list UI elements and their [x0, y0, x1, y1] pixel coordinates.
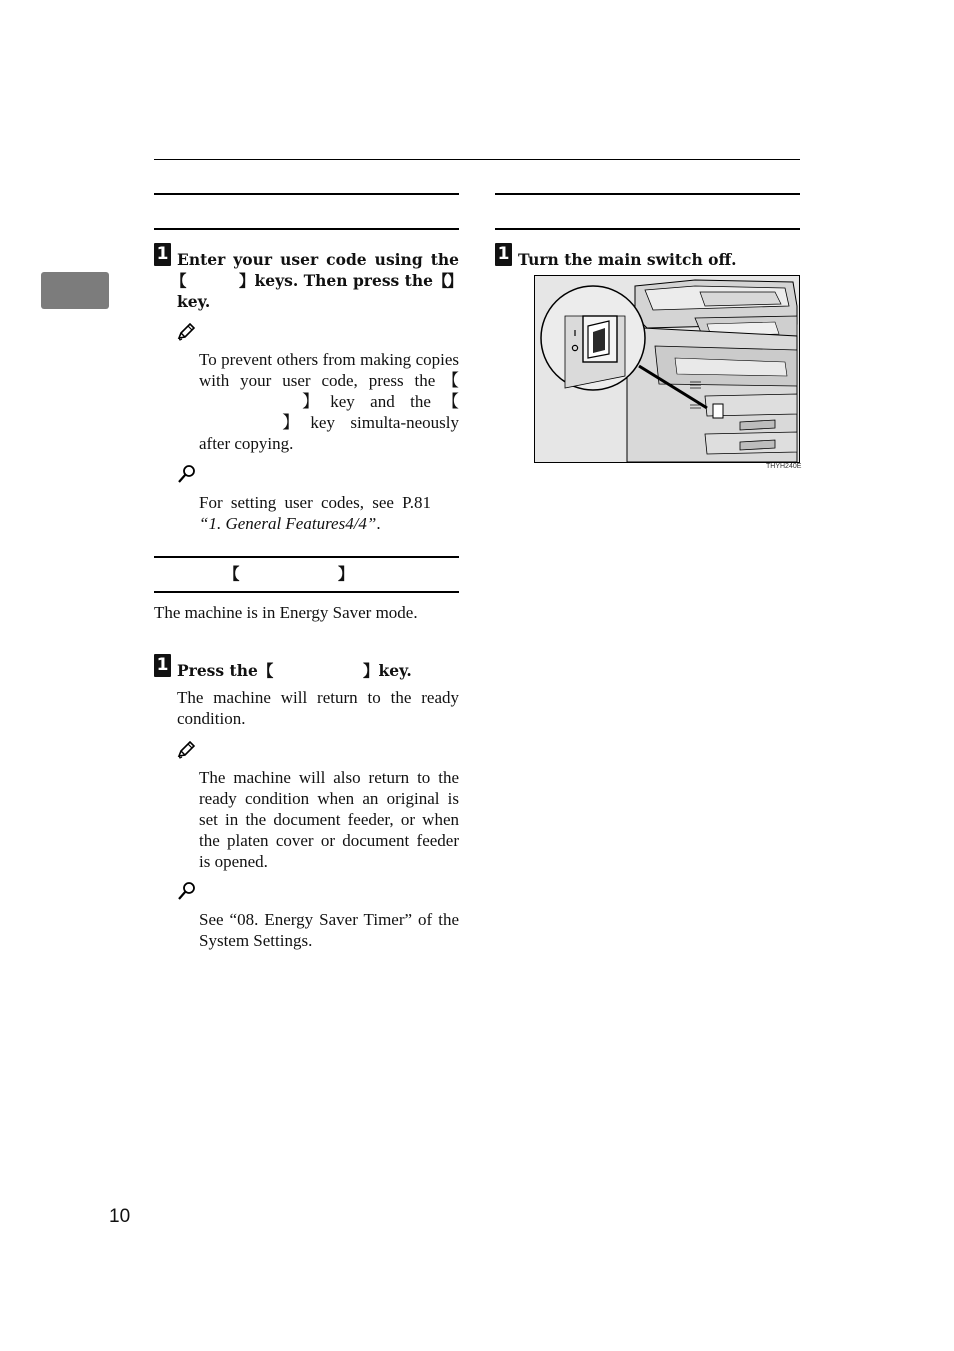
- step-number: 1: [495, 243, 512, 266]
- step-line: key.: [177, 292, 211, 311]
- step-line: Enter your user code using the: [177, 250, 459, 269]
- header-rule: [154, 159, 800, 160]
- step-label-part: Press the【: [177, 661, 274, 680]
- right-section-top-rule: [495, 193, 800, 195]
- section2-bottom-rule: [154, 591, 459, 593]
- pencil-note-icon: [177, 741, 195, 759]
- section2-top-rule: [154, 556, 459, 558]
- key-bracket: 】keys. Then press the【: [239, 271, 449, 290]
- note-text: [199, 349, 459, 454]
- step-label-part: 】key.: [363, 661, 412, 680]
- step-instruction: [177, 660, 459, 681]
- key-bracket: 】: [338, 564, 354, 583]
- copier-drawing: [535, 276, 799, 462]
- main-switch-illustration: [534, 275, 800, 463]
- magnifier-reference-icon: [177, 881, 197, 901]
- right-section-bottom-rule: [495, 228, 800, 230]
- key-bracket: 【: [171, 271, 187, 290]
- page-number: 10: [109, 1206, 131, 1227]
- step-instruction: Turn the main switch off.: [518, 250, 737, 269]
- note-text: The machine will also return to the ready condition when an original is set in the document feeder, or when the platen cover or document feeder is opened.: [199, 768, 459, 871]
- section2-heading: [154, 563, 459, 585]
- note-text-part: 】key and the【: [291, 392, 459, 411]
- magnifier-reference-icon: [177, 464, 197, 484]
- note-text-part: 】key simulta-neously after copying.: [199, 413, 459, 453]
- left-section-bottom-rule: [154, 228, 459, 230]
- step-number: 1: [154, 654, 171, 677]
- reference-text: [199, 492, 431, 534]
- step-result: The machine will return to the ready condition.: [177, 688, 459, 728]
- reference-link[interactable]: “1. General Features4/4”: [199, 514, 377, 533]
- left-section-top-rule: [154, 193, 459, 195]
- step-line: [171, 270, 463, 291]
- note-text-part: To prevent others from making copies with your user code, press the【: [199, 350, 459, 390]
- key-bracket: 】: [447, 271, 463, 290]
- section2-intro: The machine is in Energy Saver mode.: [154, 603, 418, 622]
- figure-code: THYH240E: [766, 463, 802, 470]
- reference-text: See “08. Energy Saver Timer” of the System Settings.: [199, 910, 459, 950]
- key-bracket: 【: [224, 564, 240, 583]
- reference-text-part: For setting user codes, see P.81: [199, 493, 431, 512]
- step-instruction: [171, 249, 463, 312]
- pencil-note-icon: [177, 323, 195, 341]
- step-number: 1: [154, 243, 171, 266]
- reference-text-part: .: [376, 514, 381, 533]
- chapter-tab: [41, 272, 109, 309]
